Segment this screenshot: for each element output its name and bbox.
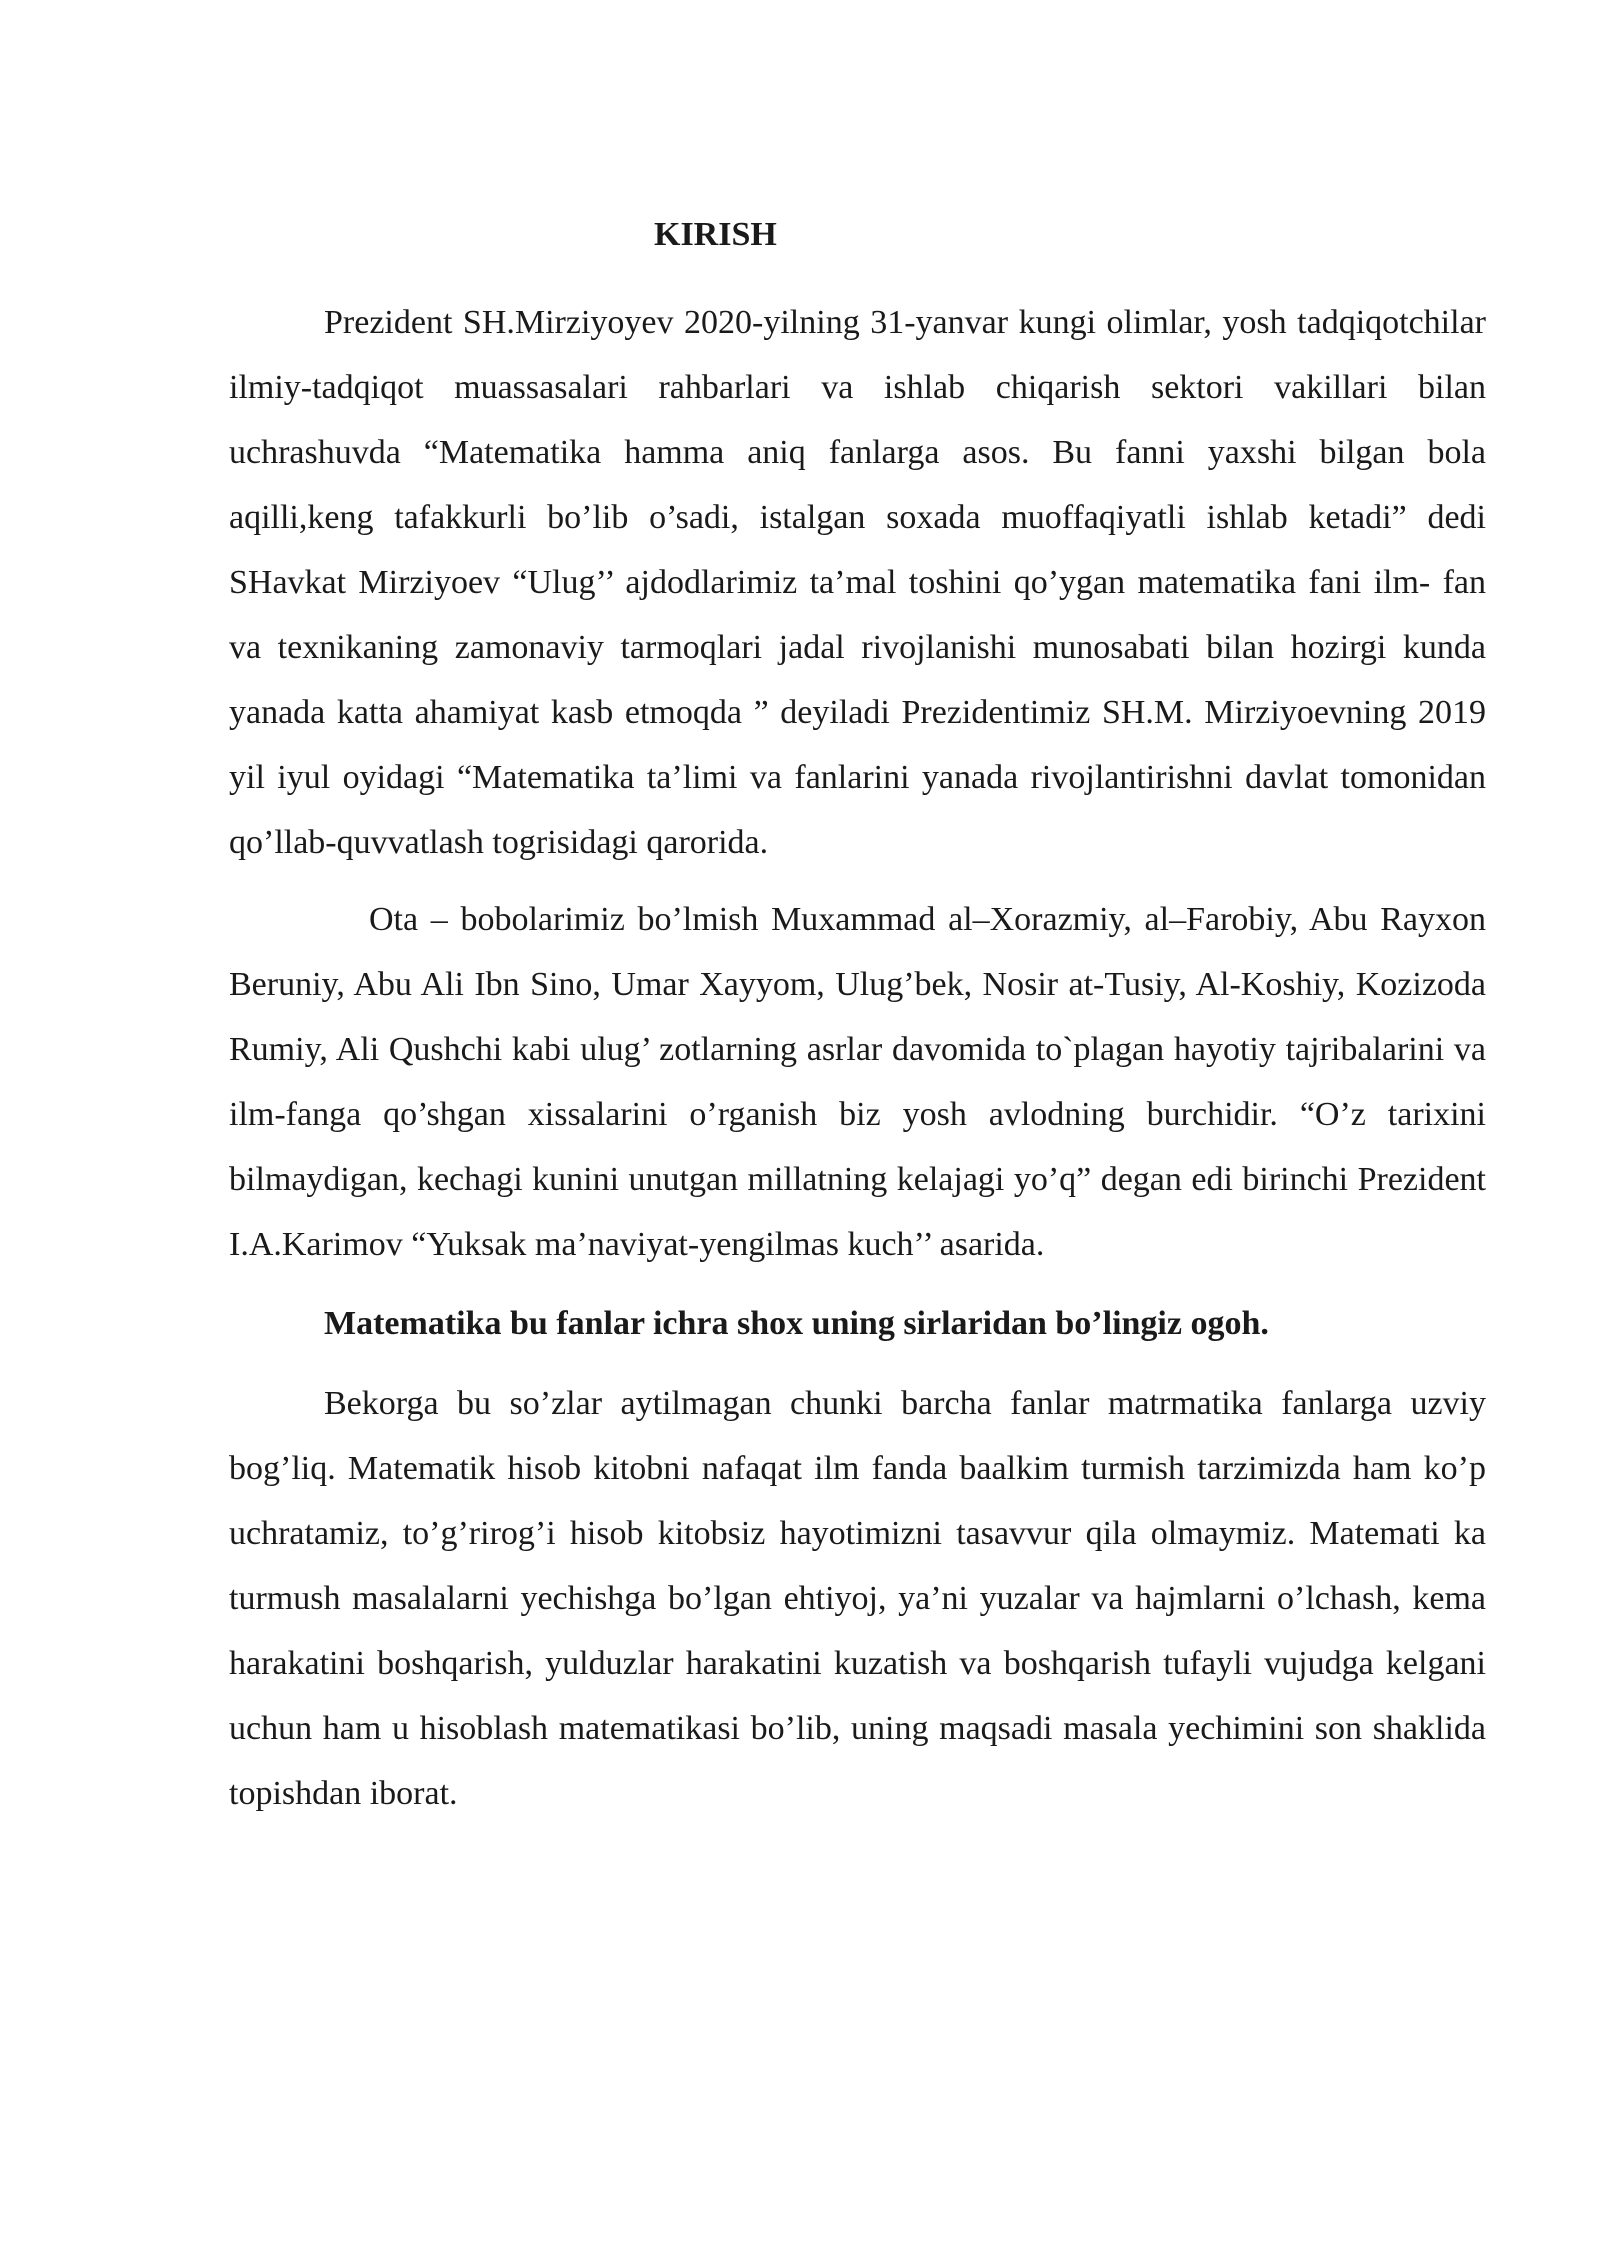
document-page — [229, 205, 1486, 1826]
paragraph-president-quote: Prezident SH.Mirziyoyev 2020-yilning 31-yanvar kungi olimlar, yosh tadqiqotchilar ilmiy-tadqiqot muassasalari rahbarlari va ishlab chiqarish sektori vakillari bilan uchrashuvda “Matematika hamma aniq fanlarga asos. Bu fanni yaxshi bilgan bola aqilli,keng tafakkurli bo’lib o’sadi, istalgan soxada muoffaqiyatli ishlab ketadi” dedi SHavkat Mirziyoev “Ulug’’ ajdodlarimiz ta’mal toshini qo’ygan matematika fani ilm- fan va texnikaning zamonaviy tarmoqlari jadal rivojlanishi munosabati bilan hozirgi kunda yanada katta ahamiyat kasb etmoqda ” deyiladi Prezidentimiz SH.M. Mirziyoevning 2019 yil iyul oyidagi “Matematika ta’limi va fanlarini yanada rivojlantirishni davlat tomonidan qo’llab-quvvatlash togrisidagi qarorida. — [229, 304, 1486, 861]
quote-line: Matematika bu fanlar ichra shox uning sirlaridan bo’lingiz ogoh. — [324, 1305, 1269, 1342]
paragraph-ancestors: Ota – bobolarimiz bo’lmish Muxammad al–Xorazmiy, al–Farobiy, Abu Rayxon Beruniy, Abu Ali Ibn Sino, Umar Xayyom, Ulug’bek, Nosir at-Tusiy, Al-Koshiy, Kozizoda Rumiy, Ali Qushchi kabi ulug’ zotlarning asrlar davomida to`plagan hayotiy tajribalarini va ilm-fanga qo’shgan xissalarini o’rganish biz yosh avlodning burchidir. “O’z tarixini bilmaydigan, kechagi kunini unutgan millatning kelajagi yo’q” degan edi birinchi Prezident I.A.Karimov “Yuksak ma’naviyat-yengilmas kuch’’ asarida. — [229, 901, 1486, 1263]
paragraph-closing: Bekorga bu so’zlar aytilmagan chunki barcha fanlar matrmatika fanlarga uzviy bog’liq. Matematik hisob kitobni nafaqat ilm fanda baalkim turmish tarzimizda ham ko’p uchratamiz, to’g’rirog’i hisob kitobsiz hayotimizni tasavvur qila olmaymiz. Matemati ka turmush masalalarni yechishga bo’lgan ehtiyoj, ya’ni yuzalar va hajmlarni o’lchash, kema harakatini boshqarish, yulduzlar harakatini kuzatish va boshqarish tufayli vujudga kelgani uchun ham u hisoblash matematikasi bo’lib, uning maqsadi masala yechimini son shaklida topishdan iborat. — [229, 1385, 1486, 1812]
page-title: KIRISH — [654, 216, 777, 253]
